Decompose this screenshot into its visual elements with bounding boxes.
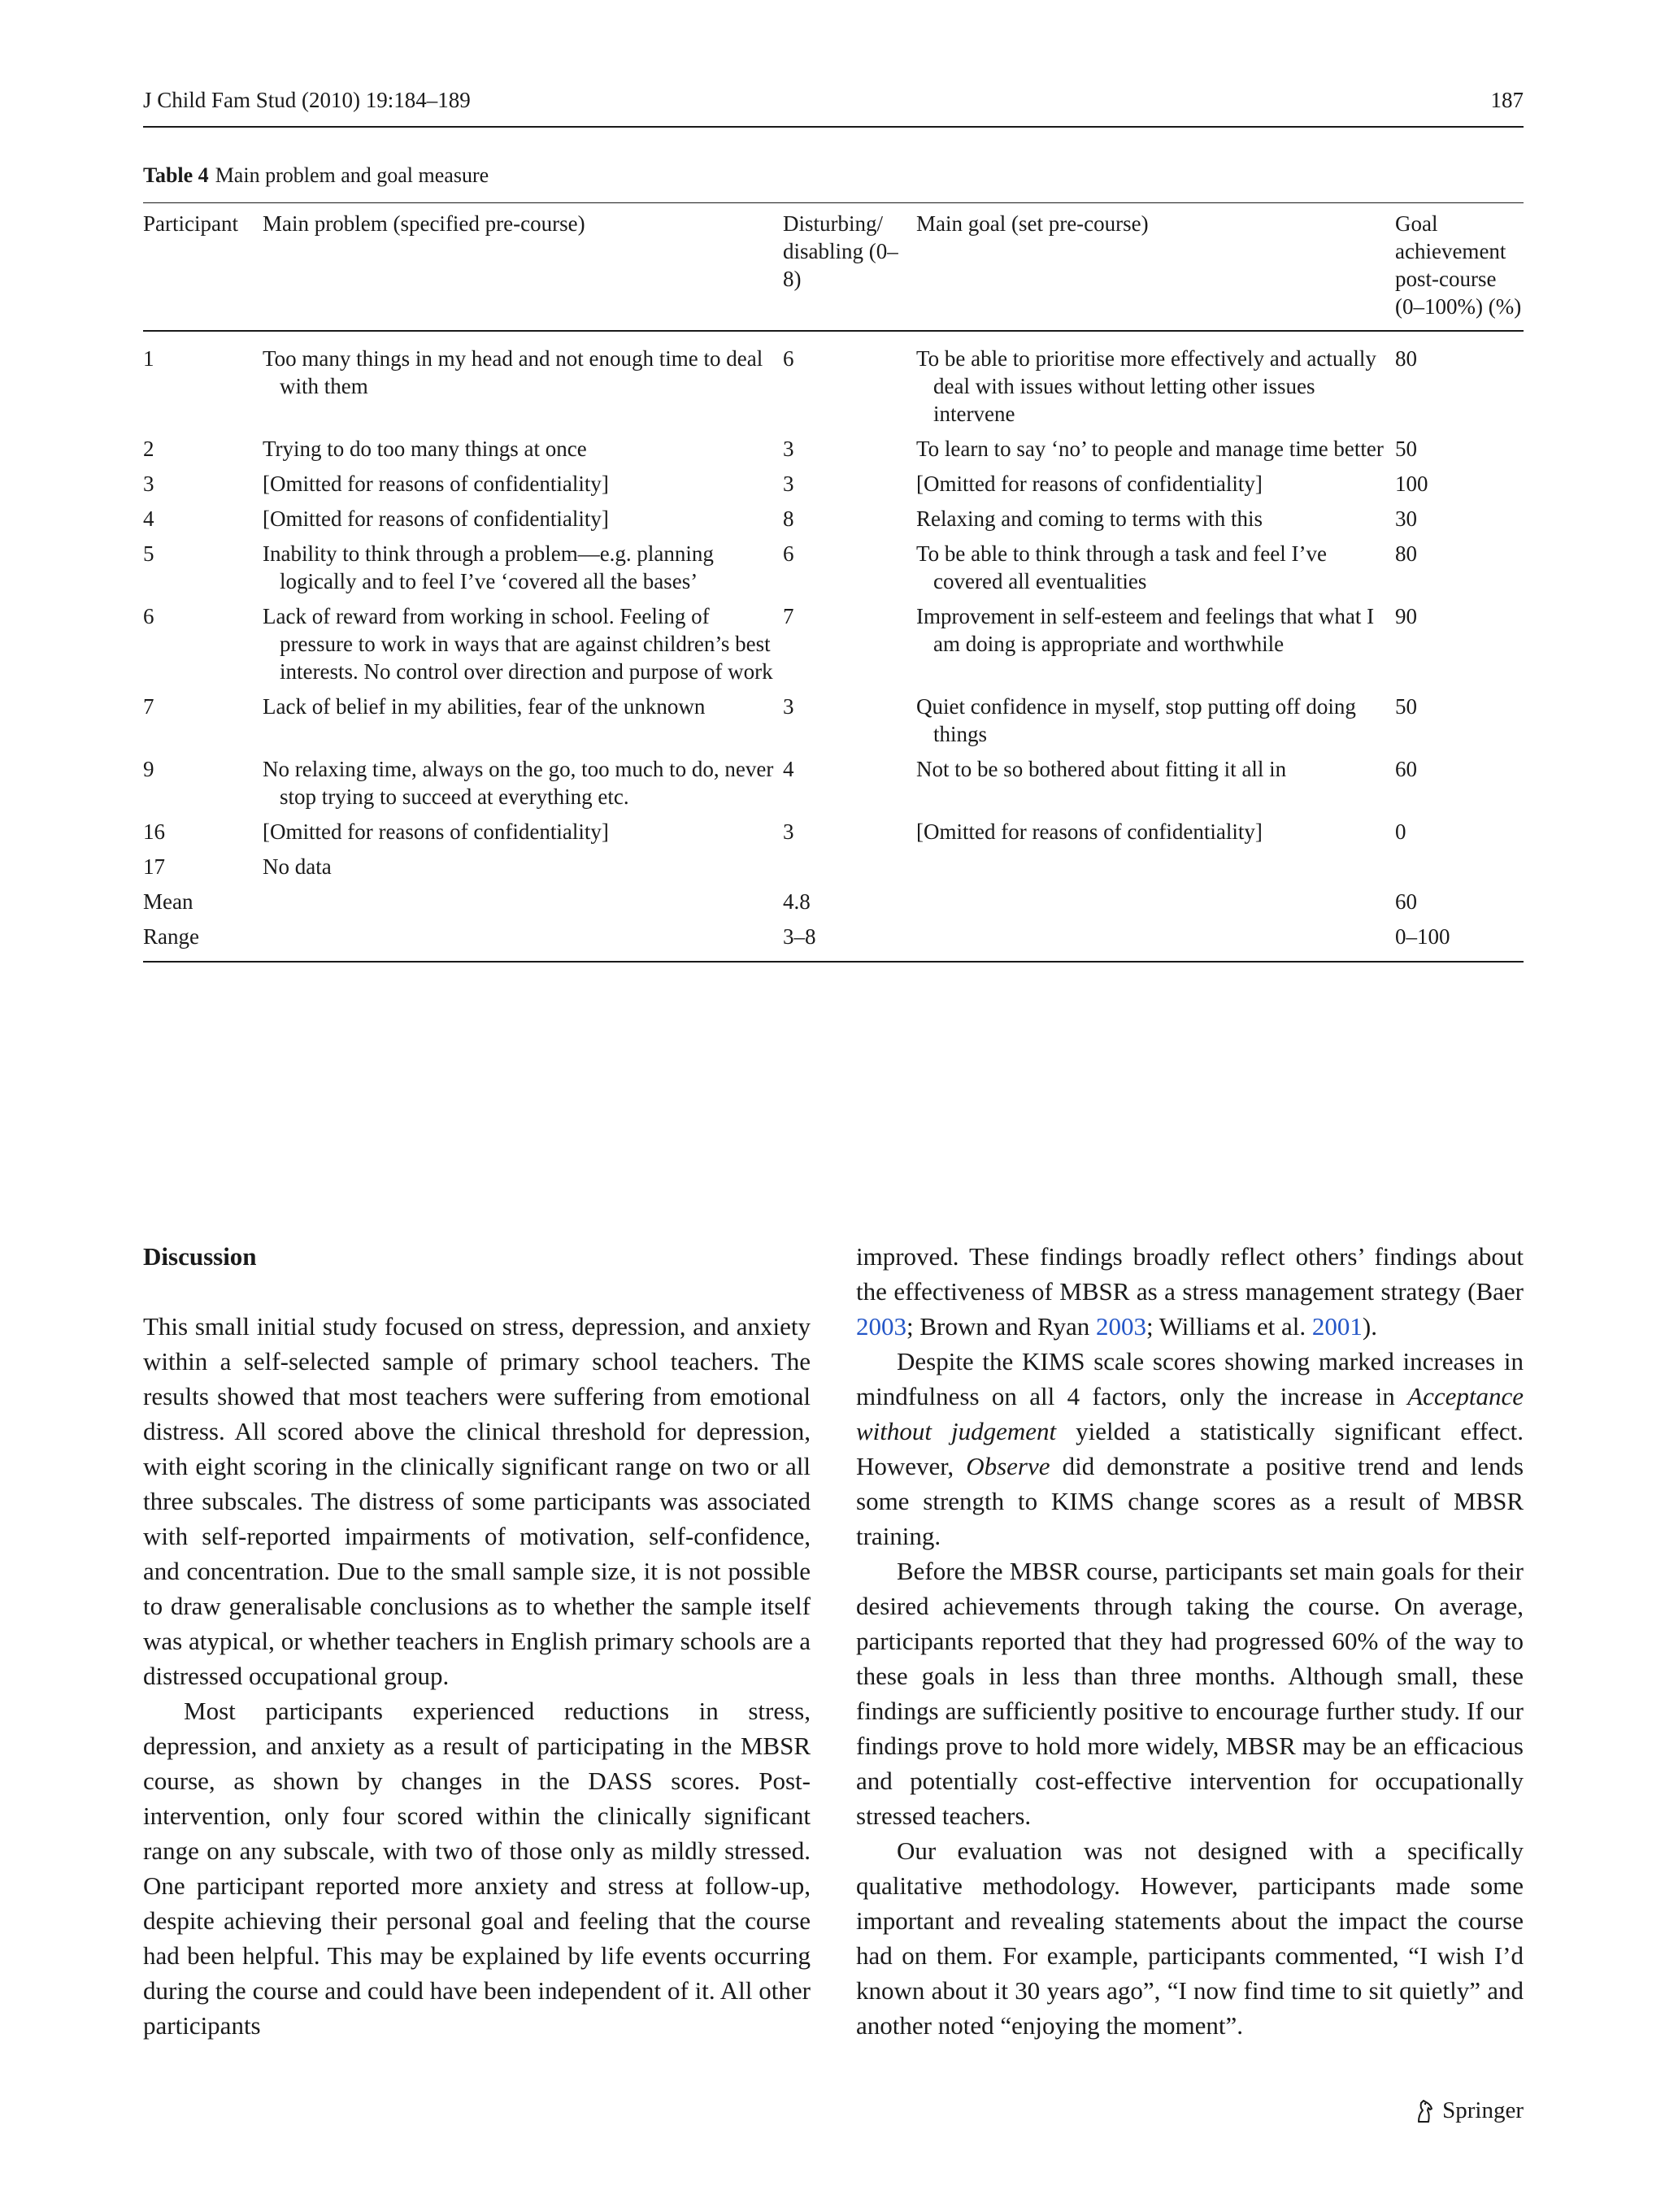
table-body: [143, 331, 1524, 962]
table-row: [143, 331, 1524, 435]
cell-problem: [Omitted for reasons of confidentiality]: [263, 819, 609, 844]
table-row: [143, 435, 1524, 470]
cell-disturbing: 8: [783, 506, 794, 531]
table-row: [143, 602, 1524, 693]
cell-achievement: 0: [1395, 819, 1406, 844]
results-table: [143, 202, 1524, 963]
cell-goal: [Omitted for reasons of confidentiality]: [916, 472, 1263, 496]
cell-achievement: 60: [1395, 757, 1417, 781]
cell-achievement: 80: [1395, 346, 1417, 371]
table-row: [143, 818, 1524, 853]
right-column: [856, 1239, 1524, 2043]
cell-participant: 4: [143, 506, 154, 531]
cell-disturbing: [783, 853, 916, 888]
citation-link[interactable]: 2003: [1095, 1312, 1146, 1341]
cell-goal: To be able to prioritise more effectively and actually deal with issues without letting other issues intervene: [916, 346, 1376, 426]
running-head: [143, 88, 1524, 128]
cell-disturbing: 3: [783, 819, 794, 844]
table-header-row: [143, 203, 1524, 332]
table-row: [143, 693, 1524, 755]
page: [143, 88, 1524, 2123]
cell-achievement: 60: [1395, 889, 1417, 914]
cell-participant: 6: [143, 604, 154, 628]
cell-participant: Mean: [143, 889, 193, 914]
cell-achievement: [1395, 853, 1524, 888]
cell-problem: [Omitted for reasons of confidentiality]: [263, 472, 609, 496]
table-row: [143, 470, 1524, 505]
cell-problem: No relaxing time, always on the go, too much to do, never stop trying to succeed at everything etc.: [263, 757, 774, 809]
cell-disturbing: 3–8: [783, 924, 816, 949]
springer-horse-icon: [1411, 2098, 1437, 2124]
cell-achievement: 50: [1395, 694, 1417, 719]
left-column: [143, 1239, 811, 2043]
table-row: [143, 755, 1524, 818]
cell-achievement: 90: [1395, 604, 1417, 628]
paragraph: This small initial study focused on stress, depression, and anxiety within a self-selected sample of primary school teachers. The results showed that most teachers were suffering from emotional distress. All scored above the clinical threshold for depression, with eight scoring in the clinically significant range on two or all three subscales. The distress of some participants was associated with self-reported impairments of motivation, self-confidence, and concentration. Due to the small sample size, it is not possible to draw generalisable conclusions as to whether the sample itself was atypical, or whether teachers in English primary schools are a distressed occupational group.: [143, 1312, 811, 1690]
paragraph: improved. These findings broadly reflect others’ findings about the effectiveness of MBSR as a stress management strategy (Baer 2003; Brown and Ryan 2003; Williams et al. 2001).: [856, 1242, 1524, 1341]
table-row: [143, 540, 1524, 602]
cell-participant: 9: [143, 757, 154, 781]
cell-disturbing: 3: [783, 437, 794, 461]
cell-disturbing: 3: [783, 472, 794, 496]
header-participant: Participant: [143, 203, 263, 332]
cell-problem: Inability to think through a problem—e.g. planning logically and to feel I’ve ‘covered all the bases’: [263, 541, 714, 593]
table-label: Table 4: [143, 163, 209, 187]
paragraph: Before the MBSR course, participants set main goals for their desired achievements through taking the course. On average, participants reported that they had progressed 60% of the way to these goals in less than three months. Although small, these findings are sufficiently positive to encourage further study. If our findings prove to hold more widely, MBSR may be an efficacious and potentially cost-effective intervention for occupationally stressed teachers.: [856, 1557, 1524, 1830]
cell-problem: [263, 923, 783, 962]
cell-disturbing: 7: [783, 604, 794, 628]
paragraph: Despite the KIMS scale scores showing marked increases in mindfulness on all 4 factors, only the increase in Acceptance without judgement yielded a statistically significant effect. However, Observe did demonstrate a positive trend and lends some strength to KIMS change scores as a result of MBSR training.: [856, 1347, 1524, 1550]
header-disturbing: Disturbing/ disabling (0–8): [783, 203, 916, 332]
body-columns: [143, 1239, 1524, 2043]
cell-goal: [916, 853, 1395, 888]
cell-problem: No data: [263, 854, 332, 879]
cell-participant: 3: [143, 472, 154, 496]
journal-citation: J Child Fam Stud (2010) 19:184–189: [143, 88, 471, 112]
cell-goal: Improvement in self-esteem and feelings that what I am doing is appropriate and worthwhile: [916, 604, 1375, 656]
cell-disturbing: 6: [783, 541, 794, 566]
paragraph: Our evaluation was not designed with a specifically qualitative methodology. However, participants made some important and revealing statements about the impact the course had on them. For example, participants commented, “I wish I’d known about it 30 years ago”, “I now find time to sit quietly” and another noted “enjoying the moment”.: [856, 1836, 1524, 2040]
cell-goal: [Omitted for reasons of confidentiality]: [916, 819, 1263, 844]
cell-disturbing: 4: [783, 757, 794, 781]
cell-goal: [916, 923, 1395, 962]
table-caption-text: Main problem and goal measure: [215, 163, 489, 187]
cell-goal: [916, 888, 1395, 923]
cell-problem: [263, 888, 783, 923]
header-main-problem: Main problem (specified pre-course): [263, 203, 783, 332]
cell-participant: 5: [143, 541, 154, 566]
cell-goal: To learn to say ‘no’ to people and manage time better: [916, 437, 1384, 461]
cell-goal: Not to be so bothered about fitting it all in: [916, 757, 1287, 781]
cell-problem: Lack of reward from working in school. Feeling of pressure to work in ways that are against children’s best interests. No control over direction and purpose of work: [263, 604, 773, 684]
cell-achievement: 50: [1395, 437, 1417, 461]
header-goal-achievement: Goal achievement post-course (0–100%) (%): [1395, 203, 1524, 332]
table-row: [143, 888, 1524, 923]
table-row: [143, 853, 1524, 888]
cell-achievement: 0–100: [1395, 924, 1450, 949]
table-row: [143, 923, 1524, 962]
citation-link[interactable]: 2003: [856, 1312, 906, 1341]
cell-participant: 2: [143, 437, 154, 461]
cell-disturbing: 6: [783, 346, 794, 371]
cell-problem: Trying to do too many things at once: [263, 437, 587, 461]
page-number: 187: [1490, 88, 1524, 112]
cell-problem: Lack of belief in my abilities, fear of the unknown: [263, 694, 706, 719]
cell-achievement: 30: [1395, 506, 1417, 531]
header-main-goal: Main goal (set pre-course): [916, 203, 1395, 332]
paragraph: Most participants experienced reductions in stress, depression, and anxiety as a result of participating in the MBSR course, as shown by changes in the DASS scores. Post-intervention, only four scored within the clinically significant range on any subscale, with two of those only as mildly stressed. One participant reported more anxiety and stress at follow-up, despite achieving their personal goal and feeling that the course had been helpful. This may be explained by life events occurring during the course and could have been independent of it. All other participants: [143, 1697, 811, 2040]
cell-disturbing: 3: [783, 694, 794, 719]
publisher-footer: [1411, 2097, 1524, 2124]
table-caption: [143, 163, 1524, 188]
section-title: Discussion: [143, 1242, 257, 1271]
cell-goal: Relaxing and coming to terms with this: [916, 506, 1263, 531]
cell-participant: 7: [143, 694, 154, 719]
cell-achievement: 100: [1395, 472, 1428, 496]
cell-participant: 1: [143, 346, 154, 371]
table-row: [143, 505, 1524, 540]
cell-problem: [Omitted for reasons of confidentiality]: [263, 506, 609, 531]
cell-participant: 16: [143, 819, 165, 844]
cell-goal: Quiet confidence in myself, stop putting off doing things: [916, 694, 1356, 746]
cell-participant: 17: [143, 854, 165, 879]
cell-problem: Too many things in my head and not enough time to deal with them: [263, 346, 763, 398]
publisher-name: Springer: [1442, 2097, 1524, 2123]
cell-participant: Range: [143, 924, 199, 949]
cell-disturbing: 4.8: [783, 889, 811, 914]
cell-goal: To be able to think through a task and feel I’ve covered all eventualities: [916, 541, 1327, 593]
citation-link[interactable]: 2001: [1311, 1312, 1363, 1341]
cell-achievement: 80: [1395, 541, 1417, 566]
